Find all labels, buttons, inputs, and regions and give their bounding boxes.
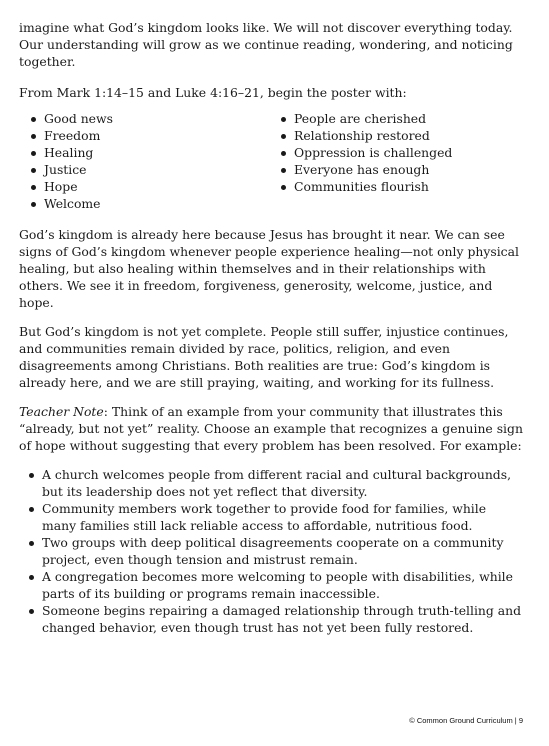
poster-word-list [19,110,524,212]
list-item: Healing [29,144,279,161]
poster-list-left [19,110,279,212]
list-item: Relationship restored [279,127,519,144]
teacher-note [19,403,524,454]
list-item: Everyone has enough [279,161,519,178]
already-paragraph: God’s kingdom is already here because Jesus has brought it near. We can see signs of God’s kingdom whenever people experience healing—not only physical healing, but also healing within themselves and in their relationships with others. We see it in freedom, forgiveness, generosity, welcome, justice, and hope. [19,227,519,310]
page-footer: © Common Ground Curriculum | 9 [409,716,523,725]
examples-list [19,466,524,636]
list-item: Justice [29,161,279,178]
list-item: Two groups with deep political disagreements cooperate on a community project, even though tension and mistrust remain. [27,534,524,568]
list-item: Good news [29,110,279,127]
list-item: Community members work together to provide food for families, while many families still lack reliable access to affordable, nutritious food. [27,500,524,534]
list-item: Welcome [29,195,279,212]
poster-intro: From Mark 1:14–15 and Luke 4:16–21, begin the poster with: [19,85,407,100]
list-item: Hope [29,178,279,195]
list-item: Someone begins repairing a damaged relationship through truth-telling and changed behavior, even though trust has not yet been fully restored. [27,602,524,636]
list-item: Communities flourish [279,178,519,195]
not-yet-paragraph: But God’s kingdom is not yet complete. People still suffer, injustice continues, and communities remain divided by race, politics, religion, and even disagreements among Christians. Both realities are true: God’s kingdom is already here, and we are still praying, waiting, and working for its fullness. [19,324,509,390]
list-item: A church welcomes people from different racial and cultural backgrounds, but its leadership does not yet reflect that diversity. [27,466,524,500]
page-content [19,19,524,636]
list-item: Oppression is challenged [279,144,519,161]
list-item: People are cherished [279,110,519,127]
teacher-note-label: Teacher Note [19,404,104,419]
lead-paragraph: imagine what God’s kingdom looks like. We will not discover everything today. Our understanding will grow as we continue reading, wondering, and noticing together. [19,20,513,69]
list-item: Freedom [29,127,279,144]
list-item: A congregation becomes more welcoming to people with disabilities, while parts of its building or programs remain inaccessible. [27,568,524,602]
teacher-note-text: : Think of an example from your community that illustrates this “already, but not yet” reality. Choose an example that recognizes a genuine sign of hope without suggesting that every problem has been resolved. For example: [19,404,523,453]
poster-list-right [279,110,519,212]
